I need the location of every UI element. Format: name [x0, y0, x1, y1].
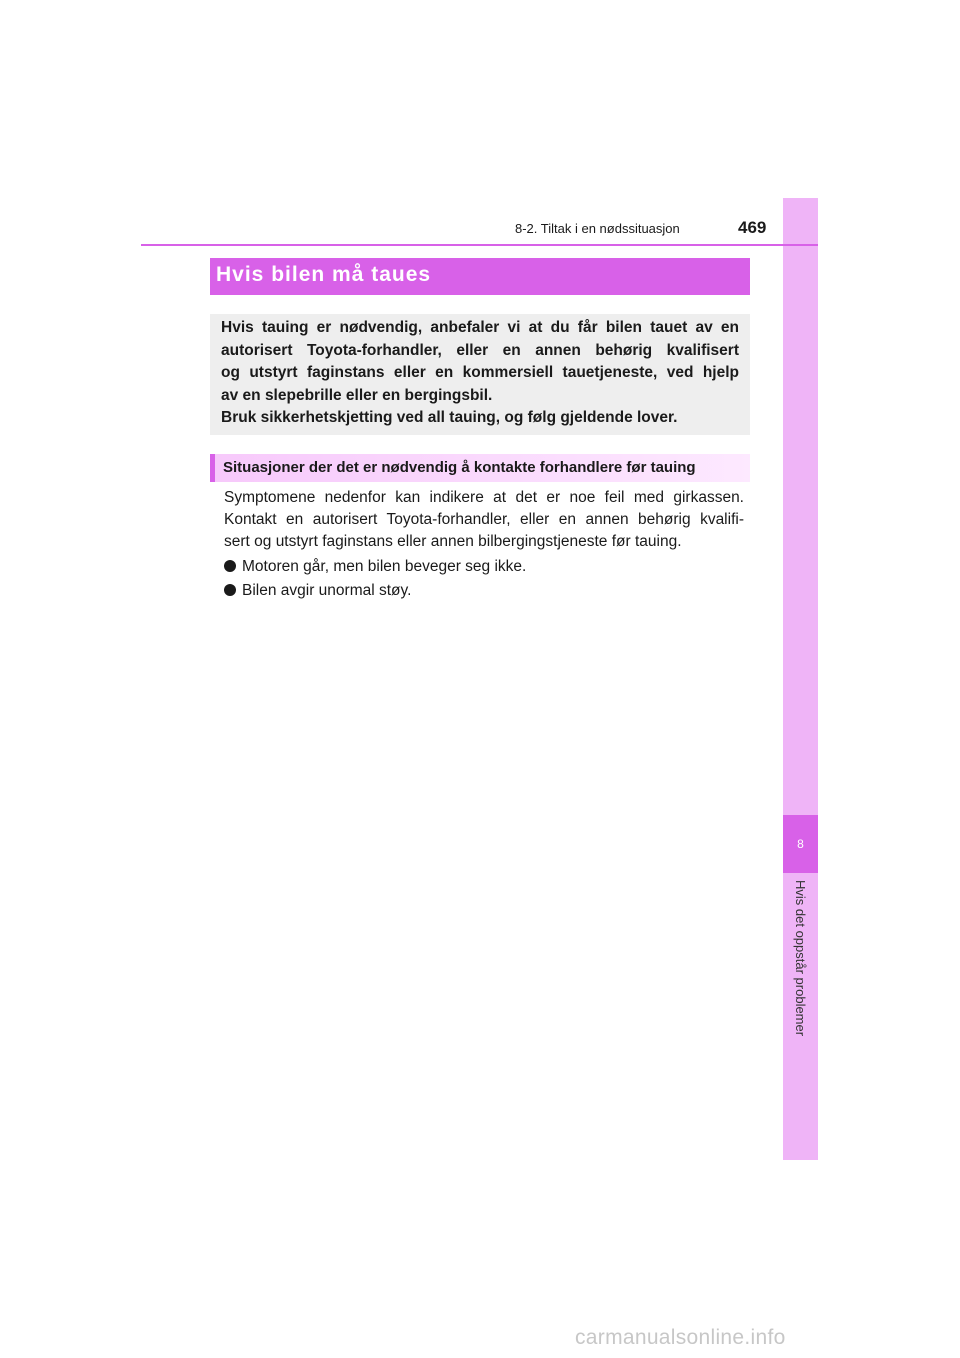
- body-line: Kontakt en autorisert Toyota-forhandler, eller en annen behørig kvalifi-: [224, 511, 744, 528]
- chapter-number: 8: [797, 837, 804, 851]
- intro-line: Bruk sikkerhetskjetting ved all tauing, og følg gjeldende lover.: [221, 409, 678, 426]
- header-rule: [141, 244, 818, 246]
- body-line: sert og utstyrt faginstans eller annen bilbergingstjeneste før tauing.: [224, 533, 682, 550]
- watermark: carmanualsonline.info: [575, 1326, 786, 1349]
- bullet-list: [224, 555, 744, 603]
- bullet-dot-icon: [224, 584, 236, 596]
- chapter-number-tab: [783, 815, 818, 873]
- bullet-text: Bilen avgir unormal støy.: [242, 582, 412, 599]
- intro-line: av en slepebrille eller en bergingsbil.: [221, 386, 493, 404]
- section-reference: 8-2. Tiltak i en nødssituasjon: [515, 221, 680, 236]
- chapter-title-tab: [783, 880, 818, 1150]
- body-line: Symptomene nedenfor kan indikere at det er noe feil med girkassen.: [224, 489, 744, 506]
- subsection-heading-bar: [210, 454, 750, 482]
- subsection-title: Situasjoner der det er nødvendig å kontakte forhandlere før tauing: [223, 459, 696, 476]
- chapter-title: Hvis det oppstår problemer: [793, 880, 808, 1037]
- page-title-bar: [210, 258, 750, 295]
- intro-line: og utstyrt faginstans eller en kommersiell tauetjeneste, ved hjelp: [221, 364, 739, 381]
- bullet-text: Motoren går, men bilen beveger seg ikke.: [242, 558, 527, 575]
- intro-line: autorisert Toyota-forhandler, eller en annen behørig kvalifisert: [221, 341, 739, 359]
- bullet-dot-icon: [224, 560, 236, 572]
- page-number: 469: [738, 218, 767, 237]
- list-item: [224, 555, 744, 579]
- page-title: Hvis bilen må taues: [216, 263, 432, 286]
- list-item: [224, 579, 744, 603]
- intro-line: Hvis tauing er nødvendig, anbefaler vi at du får bilen tauet av en: [221, 319, 739, 336]
- body-text: [224, 487, 744, 603]
- intro-box: [210, 314, 750, 435]
